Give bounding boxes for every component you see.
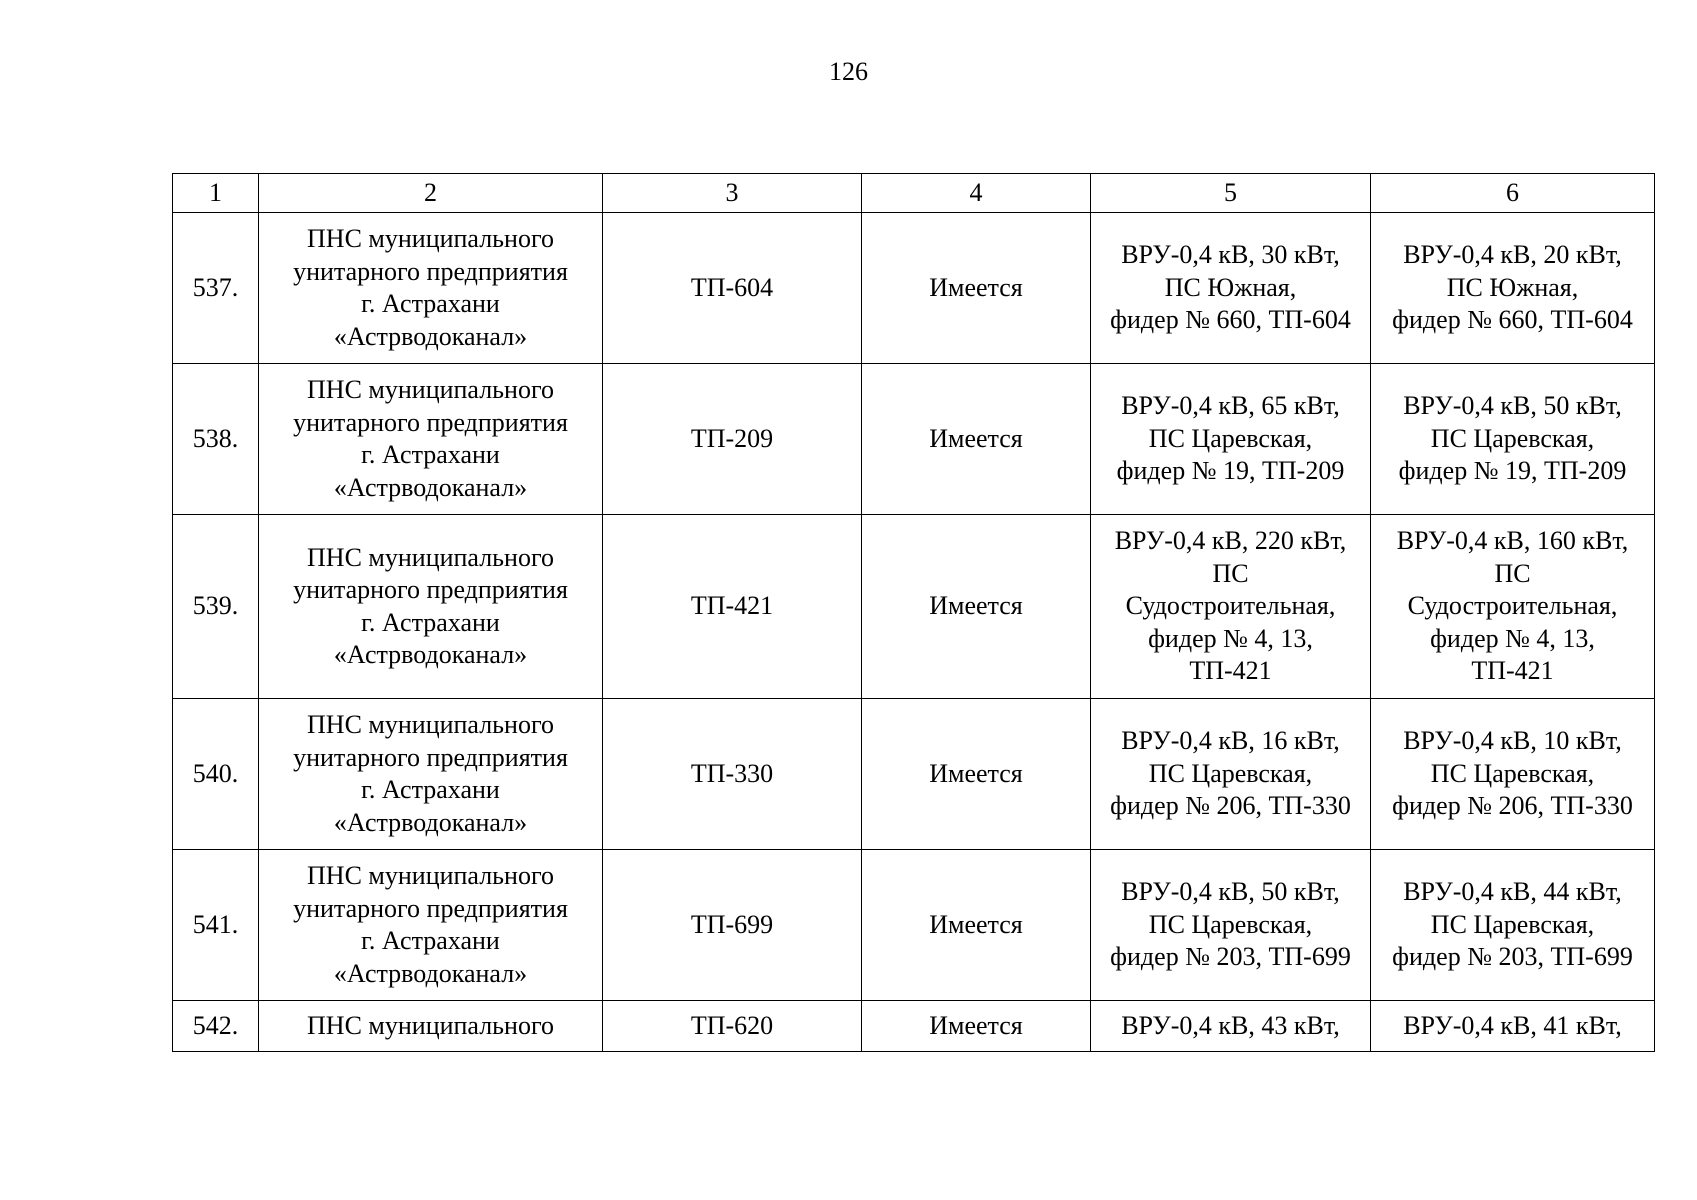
transformer-substation: ТП-604 [603,213,862,364]
connection-details-col5-line: ВРУ-0,4 кВ, 220 кВт, [1114,526,1347,556]
column-header: 1 [173,174,259,213]
row-number: 541. [173,850,259,1001]
connection-details-col5 [1091,515,1371,699]
row-number: 540. [173,699,259,850]
connection-details-col6 [1371,515,1655,699]
page-number: 126 [829,57,868,86]
object-name-line: унитарного предприятия [293,575,568,604]
connection-details-col5-line: ВРУ-0,4 кВ, 65 кВт, [1121,391,1340,421]
column-header: 5 [1091,174,1371,213]
object-name-line: ПНС муниципального [307,375,554,404]
object-name-line: унитарного предприятия [293,893,568,923]
connection-details-col6-line: ПС Южная, [1446,272,1579,302]
connection-details-col5-line: ТП-421 [1189,656,1272,686]
connection-details-col6-line: ВРУ-0,4 кВ, 44 кВт, [1403,877,1622,907]
object-name-line: ПНС муниципального [307,224,554,253]
availability-status: Имеется [862,1001,1091,1052]
object-name [259,850,603,1001]
connection-details-col6-line: ПС Царевская, [1430,423,1595,453]
table-row [173,364,1655,515]
availability-status: Имеется [862,850,1091,1001]
connection-details-col5-line: фидер № 4, 13, [1148,623,1313,653]
object-name-line: «Астрводоканал» [333,958,528,988]
connection-details-col6 [1371,364,1655,515]
object-name [259,1001,603,1052]
object-name [259,515,603,699]
connection-details-col5-line: ПС Царевская, [1148,758,1313,788]
object-name-line: унитарного предприятия [293,256,568,286]
transformer-substation: ТП-421 [603,515,862,699]
object-name-line: ПНС муниципального [307,542,554,572]
connection-details-col5-line: ПС Южная, [1164,272,1297,302]
connection-details-col6-line: ПС Царевская, [1430,909,1595,939]
object-name-line: г. Астрахани [361,289,500,318]
object-name-line: «Астрводоканал» [333,321,528,351]
connection-details-col6-line: ВРУ-0,4 кВ, 41 кВт, [1403,1010,1622,1040]
table-row [173,1001,1655,1052]
connection-details-col5 [1091,213,1371,364]
connection-details-col5-line: фидер № 19, ТП-209 [1116,456,1345,486]
connection-details-col6-line: фидер № 203, ТП-699 [1392,942,1633,972]
connection-details-col5-line: Судостроительная, [1125,591,1336,621]
object-name-line: г. Астрахани [361,926,500,955]
object-name-line: унитарного предприятия [293,742,568,772]
connection-details-col5-line: ВРУ-0,4 кВ, 43 кВт, [1121,1010,1340,1040]
transformer-substation: ТП-209 [603,364,862,515]
connection-details-col5 [1091,1001,1371,1052]
connection-details-col5-line: фидер № 203, ТП-699 [1110,942,1351,972]
object-name-line: ПНС муниципального [307,1010,554,1040]
object-name [259,699,603,850]
transformer-substation: ТП-330 [603,699,862,850]
connection-details-col5 [1091,850,1371,1001]
connection-details-col5-line: фидер № 660, ТП-604 [1110,305,1351,335]
table-row [173,515,1655,699]
data-table [172,173,1655,1052]
connection-details-col6-line: ВРУ-0,4 кВ, 20 кВт, [1403,240,1622,270]
availability-status: Имеется [862,213,1091,364]
column-header: 2 [259,174,603,213]
table-row [173,699,1655,850]
connection-details-col6-line: ВРУ-0,4 кВ, 10 кВт, [1403,726,1622,756]
connection-details-col5-line: ПС Царевская, [1148,909,1313,939]
connection-details-col5-line: ВРУ-0,4 кВ, 50 кВт, [1121,877,1340,907]
row-number: 538. [173,364,259,515]
connection-details-col6-line: фидер № 4, 13, [1430,623,1595,653]
object-name-line: «Астрводоканал» [333,472,528,502]
row-number: 539. [173,515,259,699]
availability-status: Имеется [862,699,1091,850]
object-name-line: «Астрводоканал» [333,807,528,837]
connection-details-col6-line: фидер № 19, ТП-209 [1398,456,1627,486]
transformer-substation: ТП-620 [603,1001,862,1052]
connection-details-col6-line: ТП-421 [1471,656,1554,686]
connection-details-col6-line: ВРУ-0,4 кВ, 160 кВт, [1396,526,1629,556]
object-name-line: ПНС муниципального [307,861,554,890]
column-header: 4 [862,174,1091,213]
connection-details-col6-line: ПС Царевская, [1430,758,1595,788]
connection-details-col6-line: ВРУ-0,4 кВ, 50 кВт, [1403,391,1622,421]
object-name-line: унитарного предприятия [293,407,568,437]
object-name [259,213,603,364]
object-name-line: г. Астрахани [361,607,500,637]
connection-details-col6 [1371,699,1655,850]
connection-details-col6 [1371,1001,1655,1052]
row-number: 542. [173,1001,259,1052]
connection-details-col6-line: фидер № 206, ТП-330 [1392,791,1633,821]
column-header: 6 [1371,174,1655,213]
table-row [173,850,1655,1001]
object-name-line: г. Астрахани [361,775,500,804]
connection-details-col5-line: ВРУ-0,4 кВ, 30 кВт, [1121,240,1340,270]
object-name-line: «Астрводоканал» [333,640,528,669]
connection-details-col6 [1371,213,1655,364]
object-name-line: г. Астрахани [361,440,500,469]
table-row [173,213,1655,364]
connection-details-col6-line: ПС [1494,558,1531,588]
row-number: 537. [173,213,259,364]
transformer-substation: ТП-699 [603,850,862,1001]
availability-status: Имеется [862,515,1091,699]
connection-details-col5-line: ПС [1212,558,1249,588]
connection-details-col6-line: Судостроительная, [1407,591,1618,621]
connection-details-col6 [1371,850,1655,1001]
object-name [259,364,603,515]
connection-details-col5-line: ВРУ-0,4 кВ, 16 кВт, [1121,726,1340,756]
table-header-row [173,174,1655,213]
availability-status: Имеется [862,364,1091,515]
connection-details-col6-line: фидер № 660, ТП-604 [1392,305,1633,335]
column-header: 3 [603,174,862,213]
connection-details-col5 [1091,364,1371,515]
connection-details-col5-line: ПС Царевская, [1148,423,1313,453]
object-name-line: ПНС муниципального [307,710,554,739]
connection-details-col5-line: фидер № 206, ТП-330 [1110,791,1351,821]
connection-details-col5 [1091,699,1371,850]
